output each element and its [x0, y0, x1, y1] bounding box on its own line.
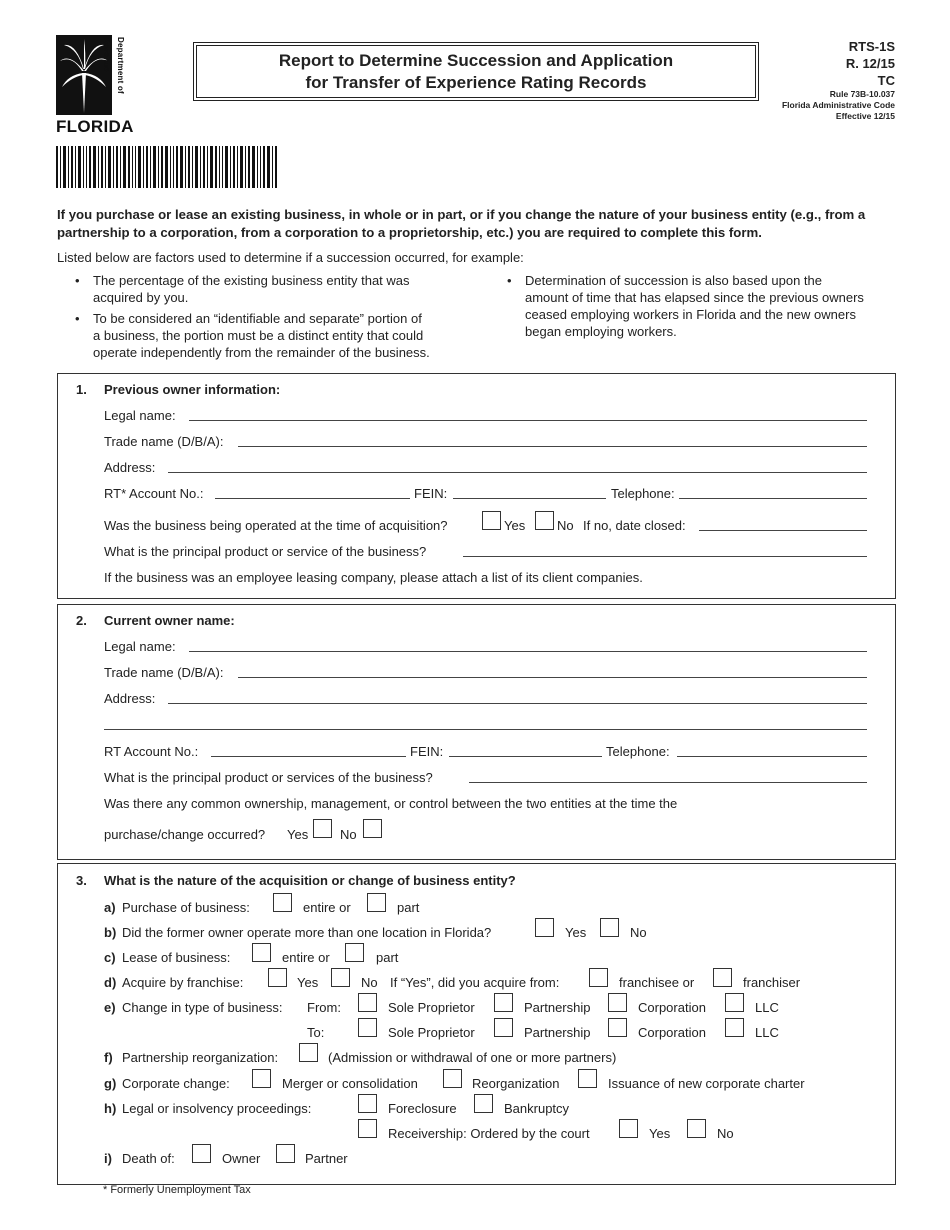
s3-e-from-corporation-checkbox[interactable]: [608, 993, 627, 1012]
s3-e-from-corporation-label: Corporation: [638, 1000, 706, 1015]
s3-d-franchisee-label: franchisee or: [619, 975, 695, 990]
s2-telephone-field[interactable]: [677, 756, 867, 757]
s2-purchase-label: purchase/change occurred?: [104, 827, 266, 842]
s3-h-court-yes-checkbox[interactable]: [619, 1119, 638, 1138]
s3-h-bankruptcy-label: Bankruptcy: [504, 1101, 570, 1116]
s3-i-partner-checkbox[interactable]: [276, 1144, 295, 1163]
s1-legal-name-field[interactable]: [189, 420, 867, 421]
s3-g-new-charter-checkbox[interactable]: [578, 1069, 597, 1088]
s3-c-entire-checkbox[interactable]: [252, 943, 271, 962]
s3-h-receivership-label: Receivership: Ordered by the court: [388, 1126, 590, 1141]
s1-operated-question: Was the business being operated at the time of acquisition?: [104, 518, 448, 533]
s2-common-yes-label: Yes: [287, 827, 309, 842]
s3-f-checkbox[interactable]: [299, 1043, 318, 1062]
form-effective: Effective 12/15: [835, 111, 895, 121]
s3-a-letter: a): [104, 900, 116, 915]
s3-e-to-partnership-checkbox[interactable]: [494, 1018, 513, 1037]
s2-common-question: Was there any common ownership, management, or control between the two entities at the time the: [104, 796, 678, 811]
barcode: [56, 146, 279, 188]
s3-h-court-yes-label: Yes: [649, 1126, 671, 1141]
s3-h-foreclosure-label: Foreclosure: [388, 1101, 457, 1116]
s3-e-to-corporation-checkbox[interactable]: [608, 1018, 627, 1037]
s3-h-bankruptcy-checkbox[interactable]: [474, 1094, 493, 1113]
s2-phone-label: Telephone:: [606, 744, 670, 759]
s3-i-partner-label: Partner: [305, 1151, 348, 1166]
s3-e-letter: e): [104, 1000, 116, 1015]
s3-e-from-label: From:: [307, 1000, 341, 1015]
s1-fein-field[interactable]: [453, 498, 606, 499]
form-title-line2: for Transfer of Experience Rating Records: [305, 72, 647, 92]
form-title-box: [193, 42, 759, 101]
s3-d-yes-checkbox[interactable]: [268, 968, 287, 987]
form-tc: TC: [877, 73, 895, 88]
s3-d-franchiser-checkbox[interactable]: [713, 968, 732, 987]
s3-c-part-checkbox[interactable]: [345, 943, 364, 962]
s3-h-court-no-checkbox[interactable]: [687, 1119, 706, 1138]
s3-h-letter: h): [104, 1101, 117, 1116]
s3-i-owner-label: Owner: [222, 1151, 261, 1166]
s3-b-no-label: No: [630, 925, 647, 940]
s3-b-no-checkbox[interactable]: [600, 918, 619, 937]
s2-trade-label: Trade name (D/B/A):: [104, 665, 224, 680]
s3-i-owner-checkbox[interactable]: [192, 1144, 211, 1163]
s2-legal-name-field[interactable]: [189, 651, 867, 652]
s3-g-reorganization-label: Reorganization: [472, 1076, 560, 1091]
s1-trade-label: Trade name (D/B/A):: [104, 434, 224, 449]
s3-c-text: Lease of business:: [122, 950, 231, 965]
s3-g-new-charter-label: Issuance of new corporate charter: [608, 1076, 805, 1091]
s2-product-label: What is the principal product or services of the business?: [104, 770, 433, 785]
intro-listed-text: Listed below are factors used to determine if a succession occurred, for example:: [57, 250, 524, 265]
s3-e-from-llc-checkbox[interactable]: [725, 993, 744, 1012]
s1-operated-no-checkbox[interactable]: [535, 511, 554, 530]
s3-d-if-text: If “Yes”, did you acquire from:: [390, 975, 560, 990]
s3-h-receivership-checkbox[interactable]: [358, 1119, 377, 1138]
s3-c-entire-label: entire or: [282, 950, 330, 965]
s3-e-from-partnership-checkbox[interactable]: [494, 993, 513, 1012]
s2-fein-field[interactable]: [449, 756, 602, 757]
s3-d-no-label: No: [361, 975, 378, 990]
s3-e-from-sole-label: Sole Proprietor: [388, 1000, 475, 1015]
s3-e-to-partnership-label: Partnership: [524, 1025, 591, 1040]
s3-e-to-llc-label: LLC: [755, 1025, 779, 1040]
s1-phone-label: Telephone:: [611, 486, 675, 501]
s3-f-letter: f): [104, 1050, 113, 1065]
s3-b-yes-label: Yes: [565, 925, 587, 940]
s2-heading: Current owner name:: [104, 613, 235, 628]
s3-a-part-label: part: [397, 900, 420, 915]
s1-number: 1.: [76, 382, 87, 397]
s2-common-no-label: No: [340, 827, 357, 842]
bullet-identifiable: • To be considered an “identifiable and separate” portion of a business, the portion must be a distinct entity that could operate independently from the remainder of the business.: [75, 311, 430, 360]
s3-e-from-sole-checkbox[interactable]: [358, 993, 377, 1012]
s1-legal-label: Legal name:: [104, 408, 176, 423]
s3-b-letter: b): [104, 925, 117, 940]
s3-d-franchiser-label: franchiser: [743, 975, 801, 990]
s1-heading: Previous owner information:: [104, 382, 281, 397]
s3-e-to-corporation-label: Corporation: [638, 1025, 706, 1040]
s3-g-merger-checkbox[interactable]: [252, 1069, 271, 1088]
s3-e-to-label: To:: [307, 1025, 325, 1040]
logo-department-text: Department of Revenue: [102, 37, 125, 94]
s2-fein-label: FEIN:: [410, 744, 444, 759]
s1-address-field[interactable]: [168, 472, 867, 473]
s3-h-foreclosure-checkbox[interactable]: [358, 1094, 377, 1113]
s3-d-franchisee-checkbox[interactable]: [589, 968, 608, 987]
s3-i-text: Death of:: [122, 1151, 175, 1166]
form-title-line1: Report to Determine Succession and Application: [278, 50, 674, 70]
s3-f-note: (Admission or withdrawal of one or more partners): [328, 1050, 617, 1065]
s1-product-label: What is the principal product or service of the business?: [104, 544, 427, 559]
s3-number: 3.: [76, 873, 87, 888]
s3-d-letter: d): [104, 975, 117, 990]
s2-trade-name-field[interactable]: [238, 677, 867, 678]
s3-a-entire-label: entire or: [303, 900, 351, 915]
s2-common-yes-checkbox[interactable]: [313, 819, 332, 838]
s1-operated-yes-checkbox[interactable]: [482, 511, 501, 530]
s3-g-reorganization-checkbox[interactable]: [443, 1069, 462, 1088]
s2-number: 2.: [76, 613, 87, 628]
s2-rt-label: RT Account No.:: [104, 744, 199, 759]
s2-common-no-checkbox[interactable]: [363, 819, 382, 838]
bullet-time-elapsed: • Determination of succession is also based upon the amount of time that has elapsed since the previous owners ceased employing workers in Florida and the new owners began employing workers.: [507, 273, 864, 339]
section-current-owner: [57, 604, 896, 860]
s1-closed-label: If no, date closed:: [583, 518, 686, 533]
s3-h-court-no-label: No: [717, 1126, 734, 1141]
bullet-percentage: • The percentage of the existing business entity that was acquired by you.: [75, 273, 410, 305]
s3-d-no-checkbox[interactable]: [331, 968, 350, 987]
s3-h-text: Legal or insolvency proceedings:: [122, 1101, 312, 1116]
footnote: * Formerly Unemployment Tax: [103, 1184, 251, 1196]
s2-address-field[interactable]: [168, 703, 867, 704]
s3-g-merger-label: Merger or consolidation: [282, 1076, 418, 1091]
logo-state-text: FLORIDA: [56, 117, 134, 136]
s3-heading: What is the nature of the acquisition or change of business entity?: [104, 873, 516, 888]
s3-e-from-partnership-label: Partnership: [524, 1000, 591, 1015]
s3-b-yes-checkbox[interactable]: [535, 918, 554, 937]
s3-c-letter: c): [104, 950, 116, 965]
s2-legal-label: Legal name:: [104, 639, 176, 654]
s1-operated-yes-label: Yes: [504, 518, 526, 533]
s3-e-to-sole-label: Sole Proprietor: [388, 1025, 475, 1040]
form-revision: R. 12/15: [845, 56, 895, 71]
s3-e-from-llc-label: LLC: [755, 1000, 779, 1015]
s3-a-part-checkbox[interactable]: [367, 893, 386, 912]
s1-trade-name-field[interactable]: [238, 446, 867, 447]
s3-a-text: Purchase of business:: [122, 900, 250, 915]
s3-d-text: Acquire by franchise:: [122, 975, 244, 990]
s3-f-text: Partnership reorganization:: [122, 1050, 279, 1065]
s1-rt-label: RT* Account No.:: [104, 486, 204, 501]
s3-a-entire-checkbox[interactable]: [273, 893, 292, 912]
s2-address-label: Address:: [104, 691, 156, 706]
form-code-block: [782, 38, 895, 122]
s2-address-line2-field[interactable]: [104, 729, 867, 730]
s3-e-to-sole-checkbox[interactable]: [358, 1018, 377, 1037]
s1-leasing-note: If the business was an employee leasing company, please attach a list of its client companies.: [104, 570, 643, 585]
intro-bold-text: If you purchase or lease an existing business, in whole or in part, or if you change the nature of your business entity (e.g., from a partnership to a corporation, from a corporation to a proprietorship, etc.) you are required to complete this form.: [57, 207, 866, 240]
s1-date-closed-field[interactable]: [699, 530, 867, 531]
s3-e-to-llc-checkbox[interactable]: [725, 1018, 744, 1037]
s1-telephone-field[interactable]: [679, 498, 867, 499]
s3-i-letter: i): [104, 1151, 112, 1166]
s1-rt-account-field[interactable]: [215, 498, 410, 499]
s1-operated-no-label: No: [557, 518, 574, 533]
s1-fein-label: FEIN:: [414, 486, 448, 501]
s3-d-yes-label: Yes: [297, 975, 319, 990]
form-rule: Rule 73B-10.037: [829, 89, 895, 99]
s2-rt-account-field[interactable]: [211, 756, 406, 757]
s1-product-field[interactable]: [463, 556, 867, 557]
s3-g-text: Corporate change:: [122, 1076, 230, 1091]
form-code: RTS-1S: [848, 39, 895, 54]
s3-b-text: Did the former owner operate more than one location in Florida?: [122, 925, 492, 940]
s3-c-part-label: part: [376, 950, 399, 965]
form-admin-code: Florida Administrative Code: [781, 100, 895, 110]
s2-product-field[interactable]: [469, 782, 867, 783]
s3-e-text: Change in type of business:: [122, 1000, 283, 1015]
s1-address-label: Address:: [104, 460, 156, 475]
s3-g-letter: g): [104, 1076, 117, 1091]
